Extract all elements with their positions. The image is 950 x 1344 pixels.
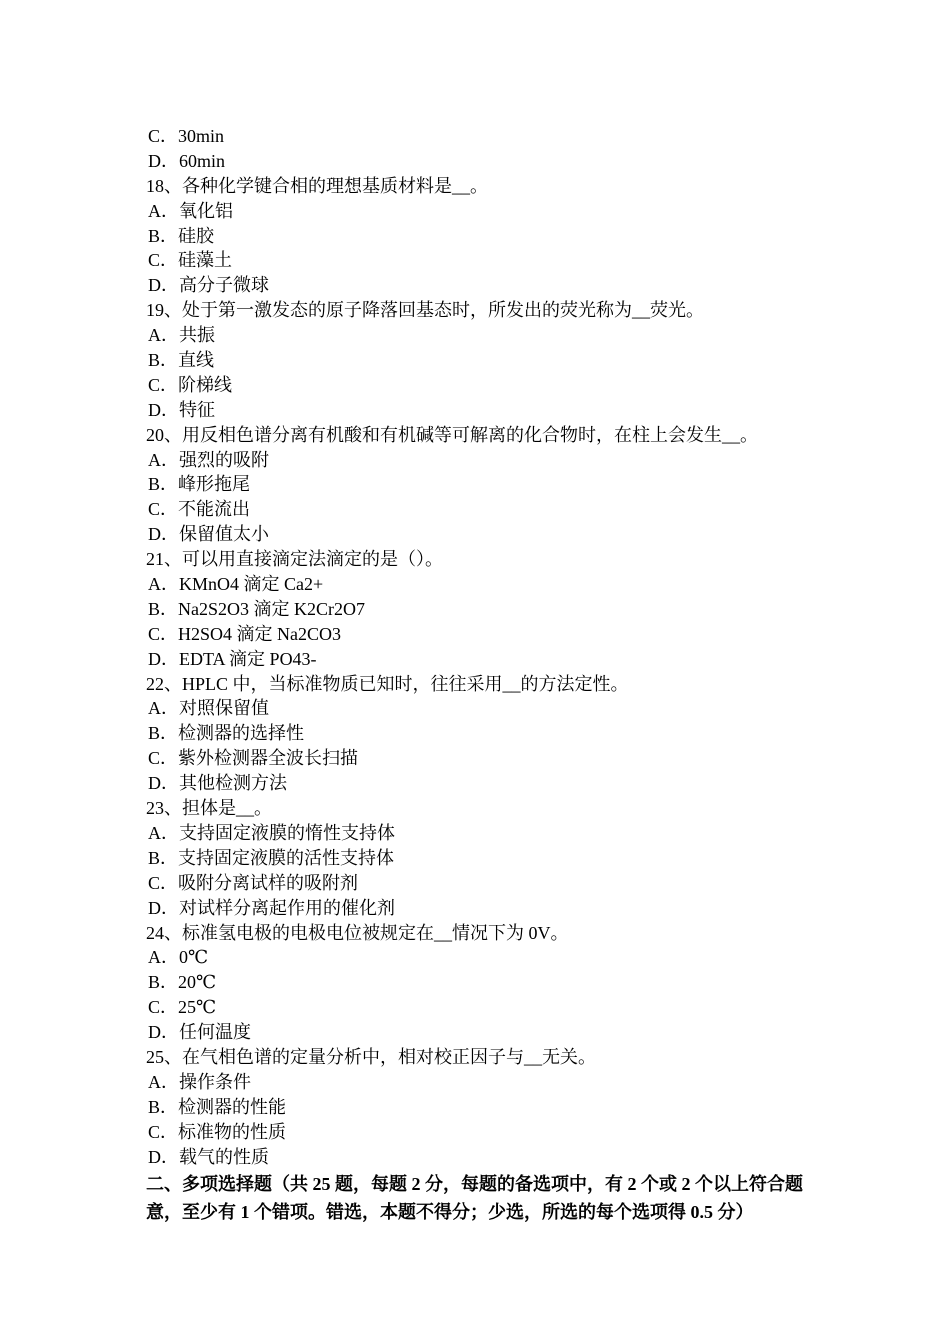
answer-option: B．支持固定液膜的活性支持体 [148, 847, 395, 868]
answer-option: C．H2SO4 滴定 Na2CO3 [148, 623, 342, 644]
question-stem: 18、各种化学键合相的理想基质材料是__。 [146, 175, 488, 196]
answer-option: B．硅胶 [148, 225, 215, 246]
answer-option: C．吸附分离试样的吸附剂 [148, 872, 359, 893]
answer-option: D．高分子微球 [148, 275, 269, 296]
answer-option: A．操作条件 [148, 1071, 251, 1092]
answer-option: A．氧化铝 [148, 200, 233, 221]
question-stem: 23、担体是__。 [146, 798, 272, 819]
answer-option: B．Na2S2O3 滴定 K2Cr2O7 [148, 598, 366, 619]
answer-option: D．保留值太小 [148, 524, 269, 545]
answer-option: A．强烈的吸附 [148, 449, 269, 470]
answer-option: A．支持固定液膜的惰性支持体 [148, 822, 395, 843]
answer-option: A．共振 [148, 325, 215, 346]
answer-option: D．对试样分离起作用的催化剂 [148, 897, 395, 918]
answer-option: B．检测器的性能 [148, 1096, 287, 1117]
answer-option: C．不能流出 [148, 499, 251, 520]
answer-option: A．KMnO4 滴定 Ca2+ [148, 574, 324, 595]
answer-option: D．60min [148, 150, 226, 171]
question-stem: 25、在气相色谱的定量分析中，相对校正因子与__无关。 [146, 1046, 596, 1067]
answer-option: C．标准物的性质 [148, 1121, 287, 1142]
answer-option: A．对照保留值 [148, 698, 269, 719]
answer-option: C．硅藻土 [148, 250, 233, 271]
answer-option: C．25℃ [148, 997, 217, 1018]
answer-option: D．载气的性质 [148, 1146, 269, 1167]
question-stem: 19、处于第一激发态的原子降落回基态时，所发出的荧光称为__荧光。 [146, 300, 704, 321]
question-stem: 22、HPLC 中，当标准物质已知时，往往采用__的方法定性。 [146, 673, 629, 694]
answer-option: C．30min [148, 126, 225, 146]
section-heading-multiple-choice: 二、多项选择题（共 25 题，每题 2 分，每题的备选项中，有 2 个或 2 个以上符合题意，至少有 1 个错项。错选，本题不得分；少选，所选的每个选项得 0.5 分） [146, 1174, 803, 1223]
answer-option: B．20℃ [148, 972, 217, 993]
answer-option: D．其他检测方法 [148, 773, 287, 794]
answer-option: D．任何温度 [148, 1022, 251, 1043]
answer-option: B．峰形拖尾 [148, 474, 251, 495]
question-stem: 21、可以用直接滴定法滴定的是（）。 [146, 549, 443, 570]
question-stem: 24、标准氢电极的电极电位被规定在__情况下为 0V。 [146, 922, 569, 943]
question-stem: 20、用反相色谱分离有机酸和有机碱等可解离的化合物时，在柱上会发生__。 [146, 424, 758, 445]
answer-option: B．检测器的选择性 [148, 723, 305, 744]
answer-option: C．紫外检测器全波长扫描 [148, 748, 359, 769]
answer-option: D．特征 [148, 399, 215, 420]
answer-option: D．EDTA 滴定 PO43- [148, 648, 317, 669]
exam-content [0, 124, 950, 1226]
answer-option: A．0℃ [148, 947, 209, 968]
answer-option: B．直线 [148, 350, 215, 371]
answer-option: C．阶梯线 [148, 374, 233, 395]
